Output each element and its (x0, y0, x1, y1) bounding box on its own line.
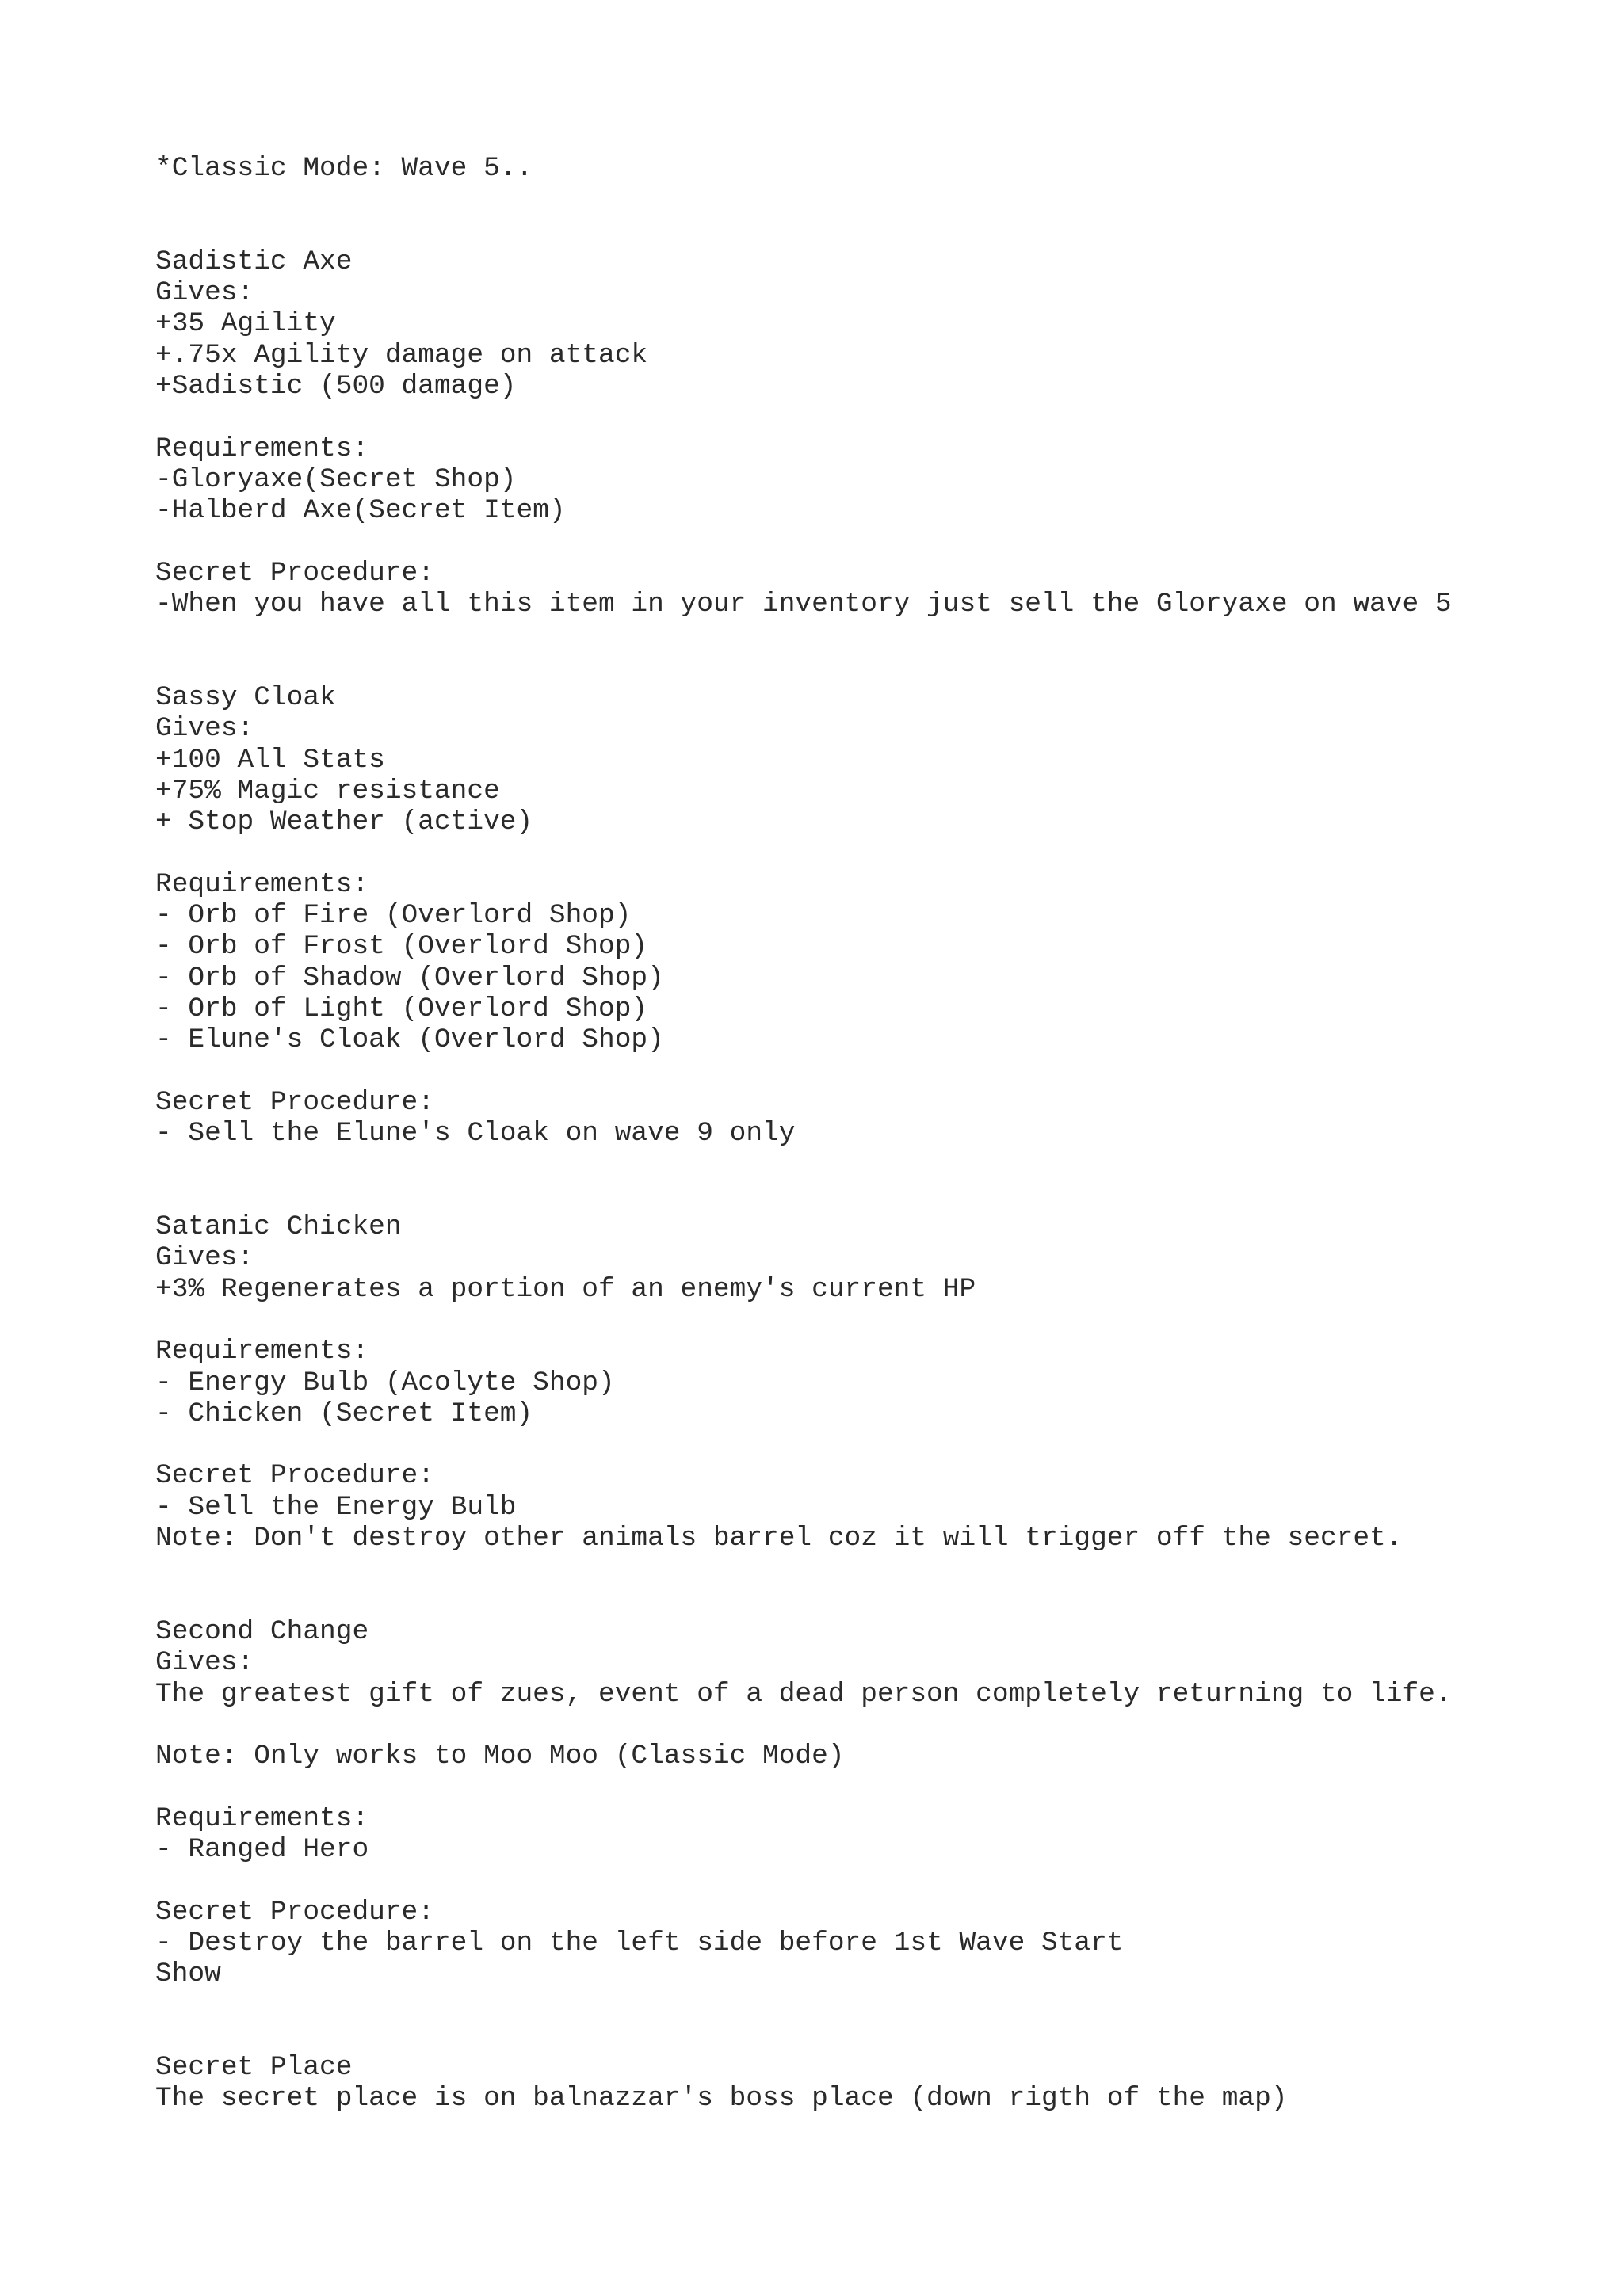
doc-line: - Orb of Light (Overlord Shop) (155, 994, 648, 1025)
item-title: Second Change (155, 1615, 369, 1647)
doc-line: Gives: (155, 1647, 254, 1679)
blank-line (155, 1429, 1582, 1460)
blank-line (155, 1554, 1582, 1585)
doc-line: Requirements: (155, 433, 369, 464)
doc-line: Gives: (155, 713, 254, 745)
blank-line (155, 1180, 1582, 1211)
item-title: Sadistic Axe (155, 246, 353, 277)
doc-line: - Destroy the barrel on the left side before 1st Wave Start (155, 1927, 1124, 1958)
blank-line (155, 1710, 1582, 1741)
document-page (155, 153, 1582, 2115)
doc-line: *Classic Mode: Wave 5.. (155, 153, 533, 184)
doc-line: +.75x Agility damage on attack (155, 339, 648, 371)
doc-line: The greatest gift of zues, event of a dead person completely returning to life. (155, 1678, 1452, 1710)
doc-line: +Sadistic (500 damage) (155, 371, 517, 402)
doc-line: +100 All Stats (155, 744, 385, 776)
blank-line (155, 184, 1582, 215)
doc-line: -Gloryaxe(Secret Shop) (155, 463, 517, 495)
blank-line (155, 838, 1582, 869)
item-title: Sassy Cloak (155, 682, 336, 714)
doc-line: Gives: (155, 277, 254, 309)
doc-line: - Ranged Hero (155, 1834, 369, 1866)
blank-line (155, 1305, 1582, 1336)
blank-line (155, 1150, 1582, 1180)
doc-line: Secret Procedure: (155, 1896, 434, 1928)
doc-line: - Orb of Shadow (Overlord Shop) (155, 962, 664, 994)
doc-line: -Halberd Axe(Secret Item) (155, 495, 566, 527)
doc-line: Gives: (155, 1242, 254, 1274)
doc-line: - Elune's Cloak (Overlord Shop) (155, 1024, 664, 1056)
blank-line (155, 620, 1582, 650)
doc-line: The secret place is on balnazzar's boss place (down rigth of the map) (155, 2083, 1288, 2115)
doc-line: +3% Regenerates a portion of an enemy's current HP (155, 1273, 976, 1305)
doc-line: Show (155, 1958, 221, 1990)
doc-line: -When you have all this item in your inventory just sell the Gloryaxe on wave 5 (155, 589, 1452, 620)
blank-line (155, 402, 1582, 433)
blank-line (155, 1772, 1582, 1802)
blank-line (155, 1990, 1582, 2021)
blank-line (155, 2021, 1582, 2052)
doc-line: - Sell the Energy Bulb (155, 1491, 517, 1523)
blank-line (155, 1585, 1582, 1616)
blank-line (155, 1056, 1582, 1087)
doc-line: - Orb of Fire (Overlord Shop) (155, 900, 632, 932)
doc-line: Requirements: (155, 1802, 369, 1834)
doc-line: Secret Procedure: (155, 1086, 434, 1118)
doc-line: +35 Agility (155, 308, 336, 340)
doc-line: Note: Don't destroy other animals barrel coz it will trigger off the secret. (155, 1523, 1403, 1554)
doc-line: Secret Procedure: (155, 557, 434, 589)
doc-line: +75% Magic resistance (155, 775, 500, 807)
blank-line (155, 527, 1582, 558)
blank-line (155, 215, 1582, 246)
doc-line: - Chicken (Secret Item) (155, 1398, 533, 1429)
doc-line: Secret Procedure: (155, 1460, 434, 1492)
doc-line: Note: Only works to Moo Moo (Classic Mode) (155, 1741, 845, 1772)
doc-line: Requirements: (155, 868, 369, 900)
blank-line (155, 1865, 1582, 1896)
item-title: Satanic Chicken (155, 1211, 402, 1243)
doc-line: - Energy Bulb (Acolyte Shop) (155, 1367, 615, 1398)
item-title: Secret Place (155, 2052, 353, 2084)
doc-line: - Orb of Frost (Overlord Shop) (155, 931, 648, 963)
doc-line: Requirements: (155, 1336, 369, 1367)
doc-line: + Stop Weather (active) (155, 807, 533, 838)
doc-line: - Sell the Elune's Cloak on wave 9 only (155, 1118, 796, 1150)
blank-line (155, 651, 1582, 682)
